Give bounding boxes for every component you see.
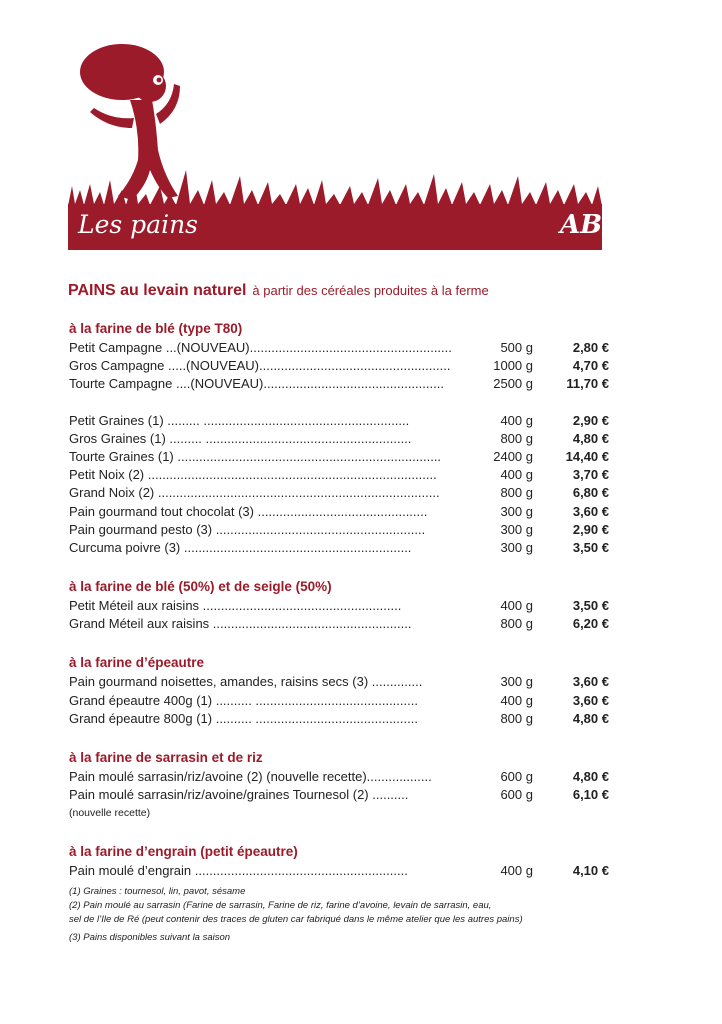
item-weight: 500 g <box>500 340 533 355</box>
item-weight: 800 g <box>500 485 533 501</box>
item-price: 2,90 € <box>572 412 609 428</box>
price-row <box>69 615 609 633</box>
item-weight: 400 g <box>500 692 533 708</box>
item-weight: 2400 g <box>493 448 533 464</box>
ab-logo: AB <box>560 210 603 240</box>
page-subtitle: à partir des céréales produites à la ferme <box>252 283 489 298</box>
item-label: Pain moulé sarrasin/riz/avoine (2) (nouvelle recette).................. <box>69 769 432 784</box>
section-spacer <box>69 822 609 842</box>
item-price: 6,10 € <box>572 787 609 803</box>
item-label: Petit Graines (1) ......... ......................................................... <box>69 412 410 428</box>
item-weight: 1000 g <box>493 358 533 374</box>
item-label: Grand épeautre 400g (1) .......... ............................................. <box>69 692 418 708</box>
item-price: 3,70 € <box>572 467 609 483</box>
item-price: 4,70 € <box>572 358 609 374</box>
price-row <box>69 357 609 375</box>
item-weight: 400 g <box>500 412 533 428</box>
item-price: 6,80 € <box>572 485 609 501</box>
price-row <box>69 339 609 357</box>
price-row <box>69 786 609 804</box>
section-spacer <box>69 557 609 577</box>
footnote: (2) Pain moulé au sarrasin (Farine de sarrasin, Farine de riz, farine d’avoine, levain de sarrasin, eau, <box>69 900 492 911</box>
price-row <box>69 710 609 728</box>
item-price: 3,60 € <box>572 674 609 690</box>
price-row <box>69 503 609 521</box>
banner-title: Les pains <box>78 210 199 239</box>
item-weight: 800 g <box>500 430 533 446</box>
item-price: 2,80 € <box>572 340 609 355</box>
item-price: 14,40 € <box>565 448 609 464</box>
item-weight: 600 g <box>500 787 533 803</box>
item-label: Pain gourmand tout chocolat (3) ............................................... <box>69 503 428 519</box>
item-label: Petit Campagne ...(NOUVEAU)........................................................ <box>69 340 452 355</box>
page-title-bold: PAINS au levain naturel <box>68 282 247 299</box>
item-weight: 800 g <box>500 710 533 726</box>
price-row <box>69 484 609 502</box>
item-weight: 300 g <box>500 539 533 555</box>
item-label: Petit Méteil aux raisins ....................................................... <box>69 598 402 614</box>
item-weight: 400 g <box>500 467 533 483</box>
item-price: 4,80 € <box>572 430 609 446</box>
section-title: à la farine d’épeautre <box>69 655 205 671</box>
price-row <box>69 521 609 539</box>
section-spacer <box>69 633 609 653</box>
price-row <box>69 466 609 484</box>
price-row <box>69 692 609 710</box>
price-row <box>69 448 609 466</box>
item-label: Pain moulé sarrasin/riz/avoine/graines Tournesol (2) .......... <box>69 787 409 803</box>
item-label: Pain gourmand noisettes, amandes, raisins secs (3) .............. <box>69 674 423 690</box>
item-price: 4,80 € <box>572 710 609 726</box>
price-row <box>69 430 609 448</box>
price-row <box>69 539 609 557</box>
price-row <box>69 862 609 880</box>
item-weight: 300 g <box>500 503 533 519</box>
footnote: (3) Pains disponibles suivant la saison <box>69 932 231 943</box>
item-label: Tourte Campagne ....(NOUVEAU).................................................. <box>69 376 444 392</box>
item-weight: 300 g <box>500 674 533 690</box>
price-list <box>69 319 609 881</box>
price-row <box>69 597 609 615</box>
price-row <box>69 768 609 786</box>
item-weight: 400 g <box>500 863 533 879</box>
item-note: (nouvelle recette) <box>69 807 151 820</box>
footnote: sel de l’Ile de Ré (peut contenir des traces de gluten car fabriqué dans le même atelier que les autres pains) <box>69 914 523 925</box>
item-weight: 2500 g <box>493 376 533 392</box>
item-price: 3,50 € <box>572 539 609 555</box>
item-label: Gros Campagne .....(NOUVEAU)..................................................... <box>69 358 451 374</box>
item-label: Grand Noix (2) .............................................................................. <box>69 485 440 501</box>
item-label: Gros Graines (1) ......... ......................................................... <box>69 430 412 446</box>
section-spacer <box>69 728 609 748</box>
footnotes <box>69 885 629 945</box>
item-weight: 400 g <box>500 598 533 614</box>
item-label: Pain moulé d’engrain ........................................................... <box>69 863 408 879</box>
item-price: 3,60 € <box>572 692 609 708</box>
section-title: à la farine de sarrasin et de riz <box>69 750 263 765</box>
item-weight: 600 g <box>500 769 533 784</box>
item-price: 3,60 € <box>572 503 609 519</box>
item-weight: 800 g <box>500 616 533 632</box>
item-price: 2,90 € <box>572 521 609 537</box>
footnote: (1) Graines : tournesol, lin, pavot, sésame <box>69 886 246 897</box>
row-spacer <box>69 394 609 412</box>
item-price: 11,70 € <box>566 376 609 392</box>
price-row <box>69 375 609 393</box>
price-row <box>69 412 609 430</box>
section-title: à la farine de blé (type T80) <box>69 321 243 336</box>
item-weight: 300 g <box>500 521 533 537</box>
item-price: 4,10 € <box>572 863 609 879</box>
item-label: Curcuma poivre (3) ............................................................... <box>69 539 412 555</box>
item-label: Grand épeautre 800g (1) .......... ............................................. <box>69 710 418 726</box>
item-price: 6,20 € <box>572 616 609 632</box>
item-price: 4,80 € <box>572 769 609 784</box>
section-title: à la farine de blé (50%) et de seigle (50%) <box>69 579 332 595</box>
item-label: Tourte Graines (1) ......................................................................... <box>69 448 442 464</box>
item-label: Grand Méteil aux raisins ....................................................... <box>69 616 412 632</box>
item-price: 3,50 € <box>572 598 609 614</box>
item-label: Petit Noix (2) ................................................................................ <box>69 467 437 483</box>
page-title <box>68 282 489 300</box>
item-label: Pain gourmand pesto (3) .......................................................... <box>69 521 426 537</box>
price-row <box>69 673 609 691</box>
section-title: à la farine d’engrain (petit épeautre) <box>69 844 298 860</box>
header-banner <box>0 0 722 260</box>
